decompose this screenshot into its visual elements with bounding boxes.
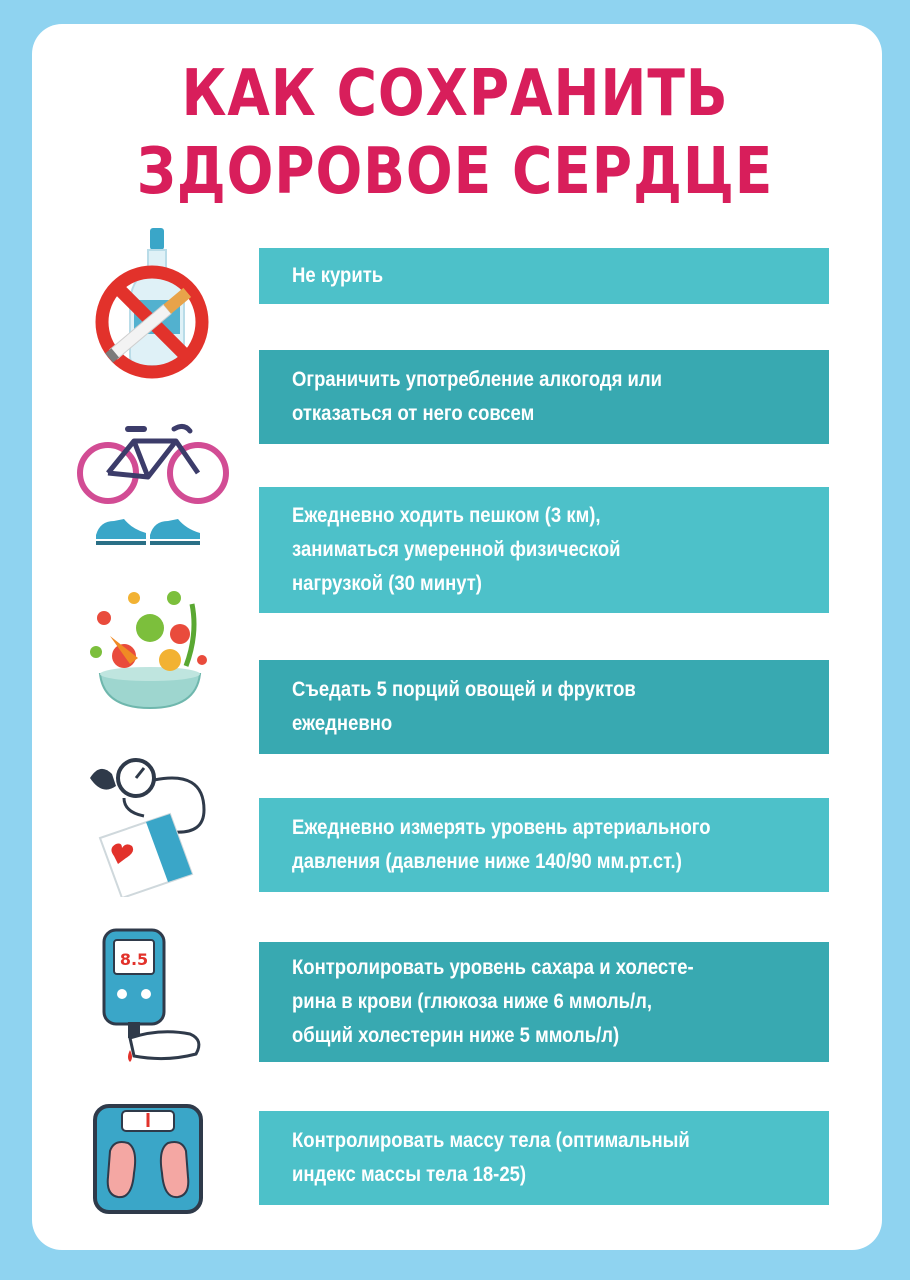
title-line-2: ЗДОРОВОЕ СЕРДЦЕ <box>136 135 774 209</box>
tip-body-weight: Контролировать массу тела (оптимальный индекс массы тела 18-25) <box>259 1111 829 1205</box>
vegetable-bowl-icon <box>80 578 220 728</box>
tip-blood-pressure: Ежедневно измерять уровень артериального давления (давление ниже 140/90 мм.рт.ст.) <box>259 798 829 892</box>
glucometer-icon <box>90 922 215 1072</box>
tip-walking-exercise: Ежедневно ходить пешком (3 км), заниматься умеренной физической нагрузкой (30 минут) <box>259 487 829 613</box>
no-smoking-no-alcohol-icon <box>88 222 218 392</box>
tip-vegetables-fruits: Съедать 5 порций овощей и фруктов ежедневно <box>259 660 829 754</box>
bicycle-sneakers-icon <box>76 415 232 555</box>
title-line-1: КАК СОХРАНИТЬ <box>181 57 729 131</box>
tip-sugar-cholesterol: Контролировать уровень сахара и холесте- рина в крови (глюкоза ниже 6 ммоль/л, общий холестерин ниже 5 ммоль/л) <box>259 942 829 1062</box>
tip-limit-alcohol: Ограничить употребление алкогодя или отказаться от него совсем <box>259 350 829 444</box>
blood-pressure-monitor-icon <box>84 752 219 897</box>
bathroom-scale-icon <box>92 1103 204 1215</box>
glucometer-reading: 8.5 <box>119 950 149 969</box>
tip-no-smoking: Не курить <box>259 248 829 304</box>
poster-title <box>64 55 847 211</box>
